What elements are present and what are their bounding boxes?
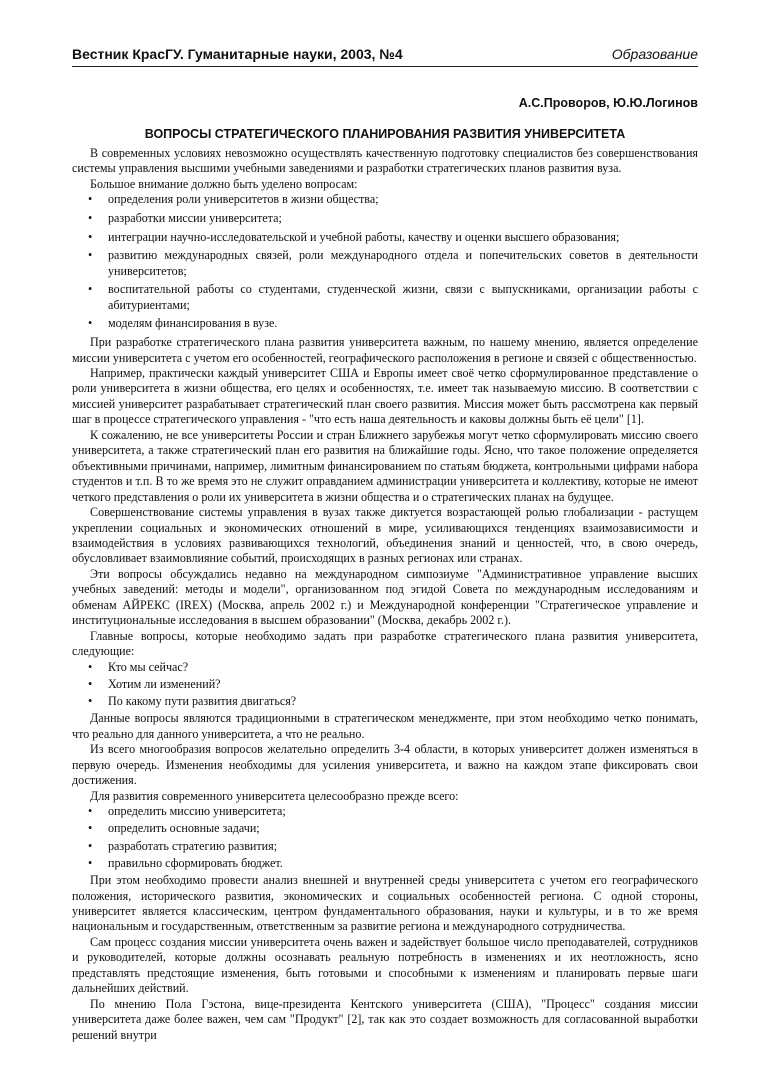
list-item: • развитию международных связей, роли международного отдела и попечительских советов в деятельности университетов; [72,248,698,279]
article-body [72,146,698,1043]
bullet-list [72,660,698,710]
list-item: • определения роли университетов в жизни общества; [72,192,698,207]
header-rule [72,66,698,67]
section-name: Образование [611,46,698,62]
paragraph: Большое внимание должно быть уделено вопросам: [90,176,358,191]
paragraph: Совершенствование системы управления в вузах также диктуется возрастающей ролью глобализации - растущем укреплении социальных и экономических отношений в мире, усиливающихся тенденциях взаимозависимости и взаимодействия в условиях развивающихся технологий, объединения знаний и ценностей, что, в свою очередь, обусловливает взаимовлияние событий, происходящих в разных регионах или странах. [72,505,698,566]
list-item: • По какому пути развития двигаться? [72,694,698,709]
list-item: • Хотим ли изменений? [72,677,698,692]
article-title: ВОПРОСЫ СТРАТЕГИЧЕСКОГО ПЛАНИРОВАНИЯ РАЗВИТИЯ УНИВЕРСИТЕТА [144,127,626,141]
article-authors: А.С.Проворов, Ю.Ю.Логинов [518,96,698,110]
paragraph: Например, практически каждый университет США и Европы имеет своё четко сформулированное представление о роли университета в жизни общества, его целях и особенностях, т.е. имеет так называемую миссию. В соответствии с миссией университет разрабатывает стратегический план своего развития. Миссия может быть рассмотрена как первый шаг в процессе стратегического управления - "что есть наша деятельность и каковы должны быть её цели" [1]. [72,366,698,427]
paragraph: При этом необходимо провести анализ внешней и внутренней среды университета с учетом его географического положения, исторического развития, экономических и социальных особенностей региона. С одной стороны, университет является классическим, центром фундаментального образования, науки и культуры, и в то же время национальным и государственным, ответственным за развитие региона и международного сотрудничества. [72,873,698,934]
paragraph: К сожалению, не все университеты России и стран Ближнего зарубежья могут четко сформулировать миссию своего университета, а также стратегический план его развития на ближайшие годы. Ясно, что такое положение определяется объективными причинами, например, лимитным финансированием по статьям бюджета, контрольными цифрами набора студентов и т.п. В то же время это не служит оправданием администрации университета и коллективу, которые не имеют четкого представления о роли их университета в жизни общества и о стратегических планах на будущее. [72,427,698,504]
paragraph: При разработке стратегического плана развития университета важным, по нашему мнению, является определение миссии университета с учетом его особенностей, географического расположения в регионе и связей с общественностью. [72,335,698,365]
journal-title: Вестник КрасГУ. Гуманитарные науки, 2003, №4 [72,46,403,62]
bullet-list [72,804,698,871]
paragraph: Для развития современного университета целесообразно прежде всего: [90,788,459,803]
list-item: • определить основные задачи; [72,821,698,836]
paragraph: Данные вопросы являются традиционными в стратегическом менеджменте, при этом необходимо четко понимать, что реально для данного университета, а что не реально. [72,711,698,741]
running-header [72,46,698,68]
list-item: • моделям финансирования в вузе. [72,316,698,331]
list-item: • разработки миссии университета; [72,211,698,226]
list-item: • воспитательной работы со студентами, студенческой жизни, связи с выпускниками, организации работы с абитуриентами; [72,282,698,313]
paragraph: Главные вопросы, которые необходимо задать при разработке стратегического плана развития университета, следующие: [72,628,698,659]
list-item: • разработать стратегию развития; [72,839,698,854]
paragraph: Эти вопросы обсуждались недавно на международном симпозиуме "Административное управление высших учебных заведений: методы и модели", организованном под эгидой Совета по международным исследованиям и обменам АЙРЕКС (IREX) (Москва, апрель 2002 г.) и Международной конференции "Стратегическое управление и институциональные исследования в высшем образовании" (Москва, декабрь 2002 г.). [72,566,698,628]
list-item: • Кто мы сейчас? [72,660,698,675]
paragraph: По мнению Пола Гэстона, вице-президента Кентского университета (США), "Процесс" создания миссии университета даже более важен, чем сам "Продукт" [2], так как это создает возможность для согласованной выработки решений внутри [72,996,698,1042]
paragraph: В современных условиях невозможно осуществлять качественную подготовку специалистов без совершенствования системы управления высшими учебными заведениями и разработки стратегических планов развития вуза. [72,146,698,176]
bullet-list [72,192,698,332]
list-item: • правильно сформировать бюджет. [72,856,698,871]
list-item: • интеграции научно-исследовательской и учебной работы, качеству и оценки высшего образования; [72,230,698,245]
paragraph: Из всего многообразия вопросов желательно определить 3-4 области, в которых университет должен изменяться в первую очередь. Изменения необходимы для усиления университета, и важно на каждом этапе фиксировать свои достижения. [72,742,698,788]
paragraph: Сам процесс создания миссии университета очень важен и задействует большое число преподавателей, сотрудников и руководителей, которые должны осознавать реальную потребность в изменениях и их неотложность, ясно представлять предстоящие изменения, быть готовыми и способными к изменениям и планировать первые шаги дальнейших действий. [72,934,698,996]
list-item: • определить миссию университета; [72,804,698,819]
